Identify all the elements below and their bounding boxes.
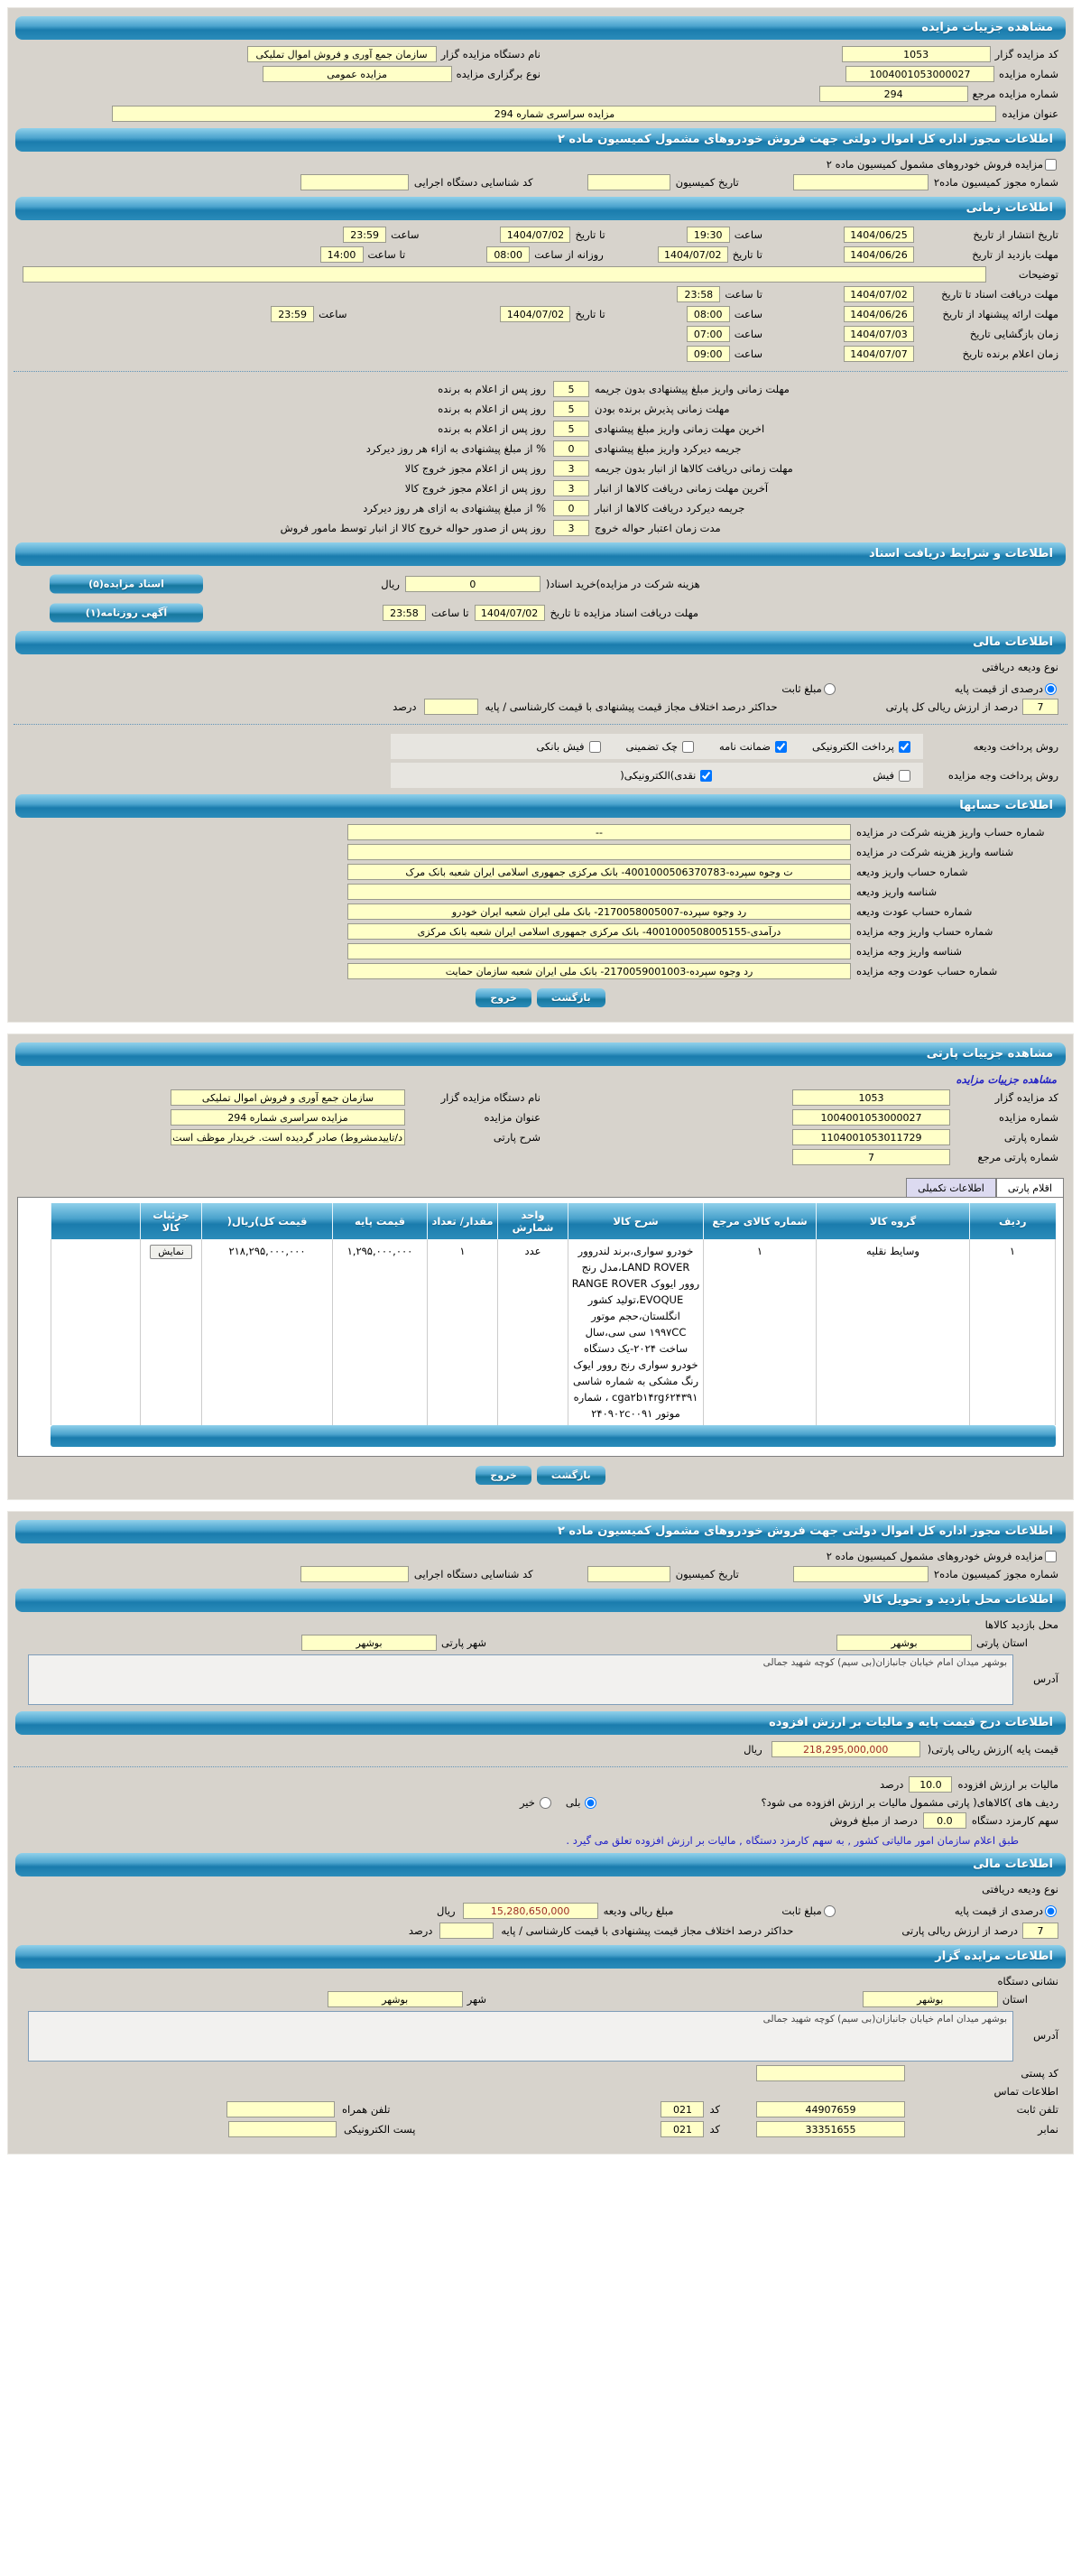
- offer-hour2-label: ساعت: [319, 308, 347, 320]
- auction-docs-button[interactable]: اسناد مزایده(۵): [50, 575, 203, 594]
- deadline-row-suffix: روز پس از اعلام به برنده: [438, 403, 546, 415]
- vat-note: طبق اعلام سازمان امور مالیاتی کشور , به سهم کارمزد دستگاه , مالیات بر ارزش افزوده تعلق می گیرد .: [566, 1834, 1019, 1847]
- table-footer-bar: [51, 1425, 1056, 1447]
- deposit-fixed-radio-2[interactable]: [824, 1905, 836, 1917]
- address-box[interactable]: بوشهر میدان امام خیابان جانبازان(بی سیم) کوچه شهید جمالی: [28, 1654, 1013, 1705]
- docs-terms-header: اطلاعات و شرایط دریافت اسناد: [15, 542, 1066, 566]
- max-diff-label-2: حداکثر درصد اختلاف مجاز قیمت پیشنهادی با قیمت کارشناسی / پایه: [501, 1924, 794, 1937]
- deposit-amount-input[interactable]: [463, 1903, 598, 1919]
- account-row-input[interactable]: [347, 903, 851, 920]
- newspaper-ad-button[interactable]: آگهی روزنامه(۱): [50, 604, 203, 623]
- deadline-row-suffix: % از مبلغ پیشنهادی به ازاء هر روز دیرکرد: [365, 442, 546, 455]
- phone-code-label: کد: [709, 2103, 720, 2116]
- bank-slip-label: فیش بانکی: [536, 740, 585, 753]
- lot-no-label: شماره پارتی: [1003, 1131, 1058, 1144]
- deposit-pay-method-group: [391, 734, 923, 759]
- vat-question-label: ردیف های )کالاهای( پارتی مشمول مالیات بر ارزش افزوده می شود؟: [761, 1796, 1058, 1809]
- participation-fee-input[interactable]: [405, 576, 540, 592]
- postal-code-label: کد پستی: [1021, 2067, 1058, 2080]
- slip-checkbox[interactable]: [899, 770, 910, 782]
- visit-date-to[interactable]: [658, 246, 728, 263]
- cell-goods-group: وسایط نقلیه: [817, 1239, 970, 1425]
- publish-date-to[interactable]: [500, 227, 570, 243]
- col-goods-group: گروه کالا: [817, 1203, 970, 1239]
- max-diff-percent-label: درصد: [393, 700, 417, 713]
- account-row-label: شماره حساب عودت وجه مزایده: [856, 965, 998, 978]
- rial-label: ریال: [381, 578, 400, 590]
- show-goods-details-button[interactable]: نمایش: [150, 1245, 192, 1259]
- permit-header-2: اطلاعات مجوز اداره کل اموال دولتی جهت فروش خودروهای مشمول کمیسیون ماده ۲: [15, 1520, 1066, 1543]
- col-goods-details: جزئیات کالا: [141, 1203, 202, 1239]
- guarantee-label: ضمانت نامه: [718, 740, 771, 753]
- auction-ref-input[interactable]: [819, 86, 968, 102]
- offer-hour-label: ساعت: [734, 308, 762, 320]
- dotted-divider: [14, 724, 1067, 725]
- cell-quantity: ۱: [428, 1239, 498, 1425]
- lot-auction-title-label: عنوان مزایده: [484, 1111, 540, 1124]
- phone-code-input[interactable]: [661, 2101, 704, 2117]
- winner-hour-label: ساعت: [734, 347, 762, 360]
- auction-no-input[interactable]: [845, 66, 994, 82]
- auction-type-input[interactable]: [263, 66, 452, 82]
- deadline-row-input[interactable]: [553, 500, 589, 516]
- deadline-row-suffix: روز پس از اعلام به برنده: [438, 422, 546, 435]
- lot-province-label: استان پارتی: [976, 1636, 1028, 1649]
- lot-org-input[interactable]: [171, 1089, 405, 1106]
- docs-receive-deadline-time[interactable]: [383, 605, 426, 621]
- offer-date-to[interactable]: [500, 306, 570, 322]
- fax-label: نمابر: [1038, 2123, 1058, 2136]
- offer-time-from[interactable]: [687, 306, 730, 322]
- visit-date-from[interactable]: [844, 246, 914, 263]
- col-unit: واحد شمارش: [498, 1203, 568, 1239]
- exit-button[interactable]: خروج: [476, 1466, 531, 1485]
- deposit-amount-label: مبلغ ریالی ودیعه: [603, 1904, 674, 1917]
- winner-date[interactable]: [844, 346, 914, 362]
- org-city-label: شهر: [467, 1993, 486, 2006]
- auction-title-label: عنوان مزایده: [1002, 107, 1058, 120]
- vat-yes-label: بلی: [565, 1796, 581, 1809]
- cash-electronic-checkbox[interactable]: [700, 770, 712, 782]
- lot-tabs: [17, 1178, 1064, 1197]
- org-province-input[interactable]: [863, 1991, 998, 2007]
- vat-input[interactable]: [909, 1776, 952, 1793]
- deadline-row-suffix: روز پس از اعلام به برنده: [438, 383, 546, 395]
- deadline-row-input[interactable]: [553, 421, 589, 437]
- deadline-row-label: اخرین مهلت زمانی واریز مبلغ پیشنهادی: [595, 422, 765, 435]
- exec-id-input-2[interactable]: [300, 1566, 409, 1582]
- auction-details-link[interactable]: مشاهده جزییات مزایده: [956, 1073, 1057, 1086]
- deadline-row-label: آخرین مهلت زمانی دریافت کالاها از انبار: [595, 482, 769, 495]
- col-total-price: قیمت کل)ریال(: [202, 1203, 333, 1239]
- lot-auction-no-label: شماره مزایده: [999, 1111, 1058, 1124]
- tab-lot-items[interactable]: اقلام پارتی: [996, 1178, 1064, 1197]
- base-price-rial-label: ریال: [744, 1743, 762, 1756]
- lot-auction-no-input[interactable]: [792, 1109, 950, 1126]
- phone-input[interactable]: [756, 2101, 905, 2117]
- offer-todate-label: تا تاریخ: [575, 308, 605, 320]
- account-row-input[interactable]: [347, 963, 851, 979]
- slip-label: فیش: [873, 769, 894, 782]
- visit-place-header: اطلاعات محل بازدید و تحویل کالا: [15, 1589, 1066, 1612]
- col-filler: [51, 1203, 141, 1239]
- org-address-label: نشانی دستگاه: [997, 1975, 1058, 1988]
- org-name-label: نام دستگاه مزایده گزار: [440, 48, 540, 60]
- winner-date-label: زمان اعلام برنده تاریخ: [962, 347, 1058, 360]
- notes-label: توضیحات: [1018, 268, 1058, 281]
- permit-checkbox-label: مزایده فروش خودروهای مشمول کمیسیون ماده ۲: [826, 158, 1043, 171]
- email-label: پست الکترونیکی: [344, 2123, 416, 2136]
- org-address-field-label: آدرس: [1033, 2029, 1058, 2042]
- participation-fee-label: هزینه شرکت در مزایده)خرید اسناد(: [545, 578, 700, 590]
- lot-city-label: شهر پارتی: [441, 1636, 486, 1649]
- visit-place-label: محل بازدید کالاها: [984, 1618, 1058, 1631]
- lot-extra-panel: [7, 1511, 1074, 2154]
- dotted-divider: [14, 1766, 1067, 1767]
- docs-deadline-label: مهلت دریافت اسناد تا تاریخ: [941, 288, 1058, 301]
- deadline-row-label: مدت زمان اعتبار حواله خروج: [595, 522, 721, 534]
- publish-date-from[interactable]: [844, 227, 914, 243]
- deadline-row-label: جریمه دیرکرد واریز مبلغ پیشنهادی: [595, 442, 742, 455]
- fee-share-input[interactable]: [923, 1812, 966, 1829]
- org-province-label: استان: [1002, 1993, 1028, 2006]
- col-base-price: قیمت پایه: [333, 1203, 428, 1239]
- deposit-fixed-radio-label-2: مبلغ ثابت: [781, 1904, 822, 1917]
- exec-id-label: کد شناسایی دستگاه اجرایی: [413, 176, 533, 189]
- lot-bidder-code-label: کد مزایده گزار: [994, 1091, 1058, 1104]
- deposit-type-label-2: نوع ودیعه دریافتی: [982, 1883, 1058, 1895]
- mobile-label: تلفن همراه: [341, 2103, 391, 2116]
- account-row-label: شماره حساب عودت ودیعه: [856, 905, 973, 918]
- deadline-row-input[interactable]: [553, 381, 589, 397]
- deposit-percent-suffix: درصد از ارزش ریالی کل پارتی: [885, 700, 1018, 713]
- max-diff-label: حداکثر درصد اختلاف مجاز قیمت پیشنهادی با قیمت کارشناسی / پایه: [485, 700, 778, 713]
- cell-unit: عدد: [498, 1239, 568, 1425]
- secured-check-label: چک تضمینی: [625, 740, 678, 753]
- time-info-header: اطلاعات زمانی: [15, 197, 1066, 220]
- account-row-input[interactable]: [347, 824, 851, 840]
- auction-ref-label: شماره مزایده مرجع: [972, 88, 1058, 100]
- account-row-input[interactable]: [347, 844, 851, 860]
- notes-input[interactable]: [23, 266, 986, 283]
- deadline-row-input[interactable]: [553, 520, 589, 536]
- deposit-fixed-radio-label: مبلغ ثابت: [781, 682, 822, 695]
- tab-extra-info[interactable]: اطلاعات تکمیلی: [906, 1178, 996, 1197]
- back-button[interactable]: بازگشت: [537, 1466, 605, 1485]
- deadline-row-label: مهلت زمانی پذیرش برنده بودن: [595, 403, 730, 415]
- docs-receive-tohour-label: تا ساعت: [430, 607, 469, 619]
- fee-share-label: سهم کارمزد دستگاه: [971, 1814, 1058, 1827]
- permit-header: اطلاعات مجوز اداره کل اموال دولتی جهت فروش خودروهای مشمول کمیسیون ماده ۲: [15, 128, 1066, 152]
- col-quantity: مقدار/ تعداد: [428, 1203, 498, 1239]
- account-row-label: شناسه واریز ودیعه: [856, 885, 938, 898]
- account-row-label: شماره حساب واریز وجه مزایده: [856, 925, 993, 938]
- offer-date-from[interactable]: [844, 306, 914, 322]
- org-city-input[interactable]: [328, 1991, 463, 2007]
- visit-tohour-label: تا ساعت: [367, 248, 406, 261]
- deadline-row-suffix: روز پس از اعلام مجوز خروج کالا: [404, 462, 546, 475]
- deadline-row-suffix: روز پس از اعلام مجوز خروج کالا: [404, 482, 546, 495]
- docs-deadline-time[interactable]: [677, 286, 720, 302]
- deposit-fixed-radio[interactable]: [824, 683, 836, 695]
- account-row-input[interactable]: [347, 943, 851, 959]
- opening-time[interactable]: [687, 326, 730, 342]
- base-price-input[interactable]: [771, 1741, 920, 1757]
- permit-checkbox-2[interactable]: [1045, 1551, 1057, 1562]
- cash-electronic-label: نقدی)الکترونیکی(: [620, 769, 697, 782]
- auction-title-input[interactable]: [112, 106, 996, 122]
- email-input[interactable]: [228, 2121, 337, 2137]
- base-price-header: اطلاعات درج قیمت پایه و مالیات بر ارزش افزوده: [15, 1711, 1066, 1735]
- account-row-label: شناسه واریز هزینه شرکت در مزایده: [856, 846, 1014, 858]
- permit-no-input-2[interactable]: [793, 1566, 929, 1582]
- auction-no-label: شماره مزایده: [999, 68, 1058, 80]
- deadline-row-suffix: % از مبلغ پیشنهادی به ازای هر روز دیرکرد: [363, 502, 546, 514]
- cell-base-price: ۱,۲۹۵,۰۰۰,۰۰۰: [333, 1239, 428, 1425]
- account-row-input[interactable]: [347, 864, 851, 880]
- deposit-type-label: نوع ودیعه دریافتی: [982, 661, 1058, 673]
- bank-slip-checkbox[interactable]: [589, 741, 601, 753]
- max-diff-percent-label-2: درصد: [408, 1924, 433, 1937]
- permit-checkbox-label-2: مزایده فروش خودروهای مشمول کمیسیون ماده ۲: [826, 1550, 1043, 1562]
- deposit-percent-suffix-2: درصد از ارزش ریالی پارتی: [901, 1924, 1018, 1937]
- deadline-row-input[interactable]: [553, 460, 589, 477]
- bidder-code-input[interactable]: [842, 46, 991, 62]
- visit-time-from[interactable]: [486, 246, 530, 263]
- publish-date-label: تاریخ انتشار از تاریخ: [973, 228, 1058, 241]
- docs-receive-deadline-label: مهلت دریافت اسناد مزایده تا تاریخ: [550, 607, 699, 619]
- dotted-divider: [14, 371, 1067, 372]
- permit-no-label-2: شماره مجوز کمیسیون ماده۲: [933, 1568, 1058, 1580]
- deadline-row-label: مهلت زمانی دریافت کالاها از انبار بدون جریمه: [595, 462, 793, 475]
- epay-checkbox[interactable]: [899, 741, 910, 753]
- deposit-percent-input-2[interactable]: [1022, 1923, 1058, 1939]
- cell-row-index: ۱: [970, 1239, 1056, 1425]
- table-row: [51, 1239, 1056, 1425]
- visit-daily-label: روزانه از ساعت: [534, 248, 604, 261]
- lot-city-input[interactable]: [301, 1635, 437, 1651]
- lot-org-label: نام دستگاه مزایده گزار: [440, 1091, 540, 1104]
- table-header-row: [51, 1203, 1056, 1239]
- base-price-label: قیمت پایه )ارزش ریالی پارتی(: [927, 1743, 1058, 1756]
- max-diff-input[interactable]: [424, 699, 478, 715]
- vat-no-radio[interactable]: [540, 1797, 551, 1809]
- fax-input[interactable]: [756, 2121, 905, 2137]
- deposit-percent-radio[interactable]: [1045, 683, 1057, 695]
- lot-items-table: [51, 1203, 1056, 1425]
- permit-checkbox[interactable]: [1045, 159, 1057, 171]
- address-label: آدرس: [1033, 1673, 1058, 1685]
- permit-no-input[interactable]: [793, 174, 929, 190]
- lot-auction-title-input[interactable]: [171, 1109, 405, 1126]
- col-row-index: ردیف: [970, 1203, 1056, 1239]
- commission-date-input-2[interactable]: [587, 1566, 670, 1582]
- deposit-percent-radio-label-2: درصدی از قیمت پایه: [954, 1904, 1043, 1917]
- deposit-percent-radio-2[interactable]: [1045, 1905, 1057, 1917]
- cell-filler: [51, 1239, 141, 1425]
- vat-percent-label: درصد: [879, 1778, 904, 1791]
- deadline-row-input[interactable]: [553, 401, 589, 417]
- bidder-code-label: کد مزایده گزار: [994, 48, 1058, 60]
- vat-label: مالیات بر ارزش افزوده: [957, 1778, 1058, 1791]
- lot-items-table-container: [17, 1197, 1064, 1457]
- commission-date-label-2: تاریخ کمیسیون: [675, 1568, 739, 1580]
- deposit-percent-input[interactable]: [1022, 699, 1058, 715]
- publish-hour2-label: ساعت: [391, 228, 420, 241]
- exec-id-label-2: کد شناسایی دستگاه اجرایی: [413, 1568, 533, 1580]
- lot-ref-label: شماره پارتی مرجع: [977, 1151, 1058, 1163]
- docs-deadline-date[interactable]: [844, 286, 914, 302]
- commission-date-label: تاریخ کمیسیون: [675, 176, 739, 189]
- exit-button[interactable]: خروج: [476, 988, 531, 1007]
- deposit-percent-radio-label: درصدی از قیمت پایه: [954, 682, 1043, 695]
- auction-details-header: مشاهده جزییات مزایده: [15, 16, 1066, 40]
- deadline-row-label: مهلت زمانی واریز مبلغ پیشنهادی بدون جریمه: [595, 383, 790, 395]
- docs-tohour-label: تا ساعت: [725, 288, 762, 301]
- financial-info-header: اطلاعات مالی: [15, 631, 1066, 654]
- auctioneer-info-header: اطلاعات مزایده گزار: [15, 1945, 1066, 1969]
- docs-receive-deadline-date[interactable]: [475, 605, 545, 621]
- postal-code-input[interactable]: [756, 2065, 905, 2081]
- auction-details-panel: [7, 7, 1074, 1023]
- mobile-input[interactable]: [226, 2101, 335, 2117]
- lot-desc-input[interactable]: [171, 1129, 405, 1145]
- secured-check-checkbox[interactable]: [682, 741, 694, 753]
- accounts-header: اطلاعات حسابها: [15, 794, 1066, 818]
- publish-hour-label: ساعت: [734, 228, 762, 241]
- lot-province-input[interactable]: [836, 1635, 972, 1651]
- opening-hour-label: ساعت: [734, 328, 762, 340]
- cell-total-price: ۲۱۸,۲۹۵,۰۰۰,۰۰۰: [202, 1239, 333, 1425]
- lot-details-panel: [7, 1033, 1074, 1500]
- vat-yes-radio[interactable]: [585, 1797, 596, 1809]
- col-ref-goods-no: شماره کالای مرجع: [704, 1203, 817, 1239]
- lot-ref-input[interactable]: [792, 1149, 950, 1165]
- publish-time-from[interactable]: [687, 227, 730, 243]
- visit-todate-label: تا تاریخ: [732, 248, 762, 261]
- visit-date-label: مهلت بازدید از تاریخ: [972, 248, 1058, 261]
- col-goods-desc: شرح کالا: [568, 1203, 704, 1239]
- cell-goods-desc: خودرو سواری،برند لندروور LAND ROVER،مدل رنج روور ایووک RANGE ROVER EVOQUE،تولید کشور انگلستان،حجم موتور ۱۹۹۷CC سی سی،سال ساخت ۲۰۲۴-یک دستگاه خودرو سواری رنج روور ایوک رنگ مشکی به شماره شاسی cga۲b۱۴rg۶۲۴۳۹۱ ، شماره موتور ۲۴۰۹۰۲c۰۰۹۱: [568, 1239, 704, 1425]
- offer-time-to[interactable]: [271, 306, 314, 322]
- fee-share-suffix: درصد از مبلغ فروش: [829, 1814, 918, 1827]
- lot-details-header: مشاهده جزییات پارتی: [15, 1042, 1066, 1066]
- winner-time[interactable]: [687, 346, 730, 362]
- commission-date-input[interactable]: [587, 174, 670, 190]
- fax-code-label: کد: [709, 2123, 720, 2136]
- opening-date[interactable]: [844, 326, 914, 342]
- contact-info-label: اطلاعات تماس: [993, 2085, 1058, 2098]
- guarantee-checkbox[interactable]: [775, 741, 787, 753]
- auction-type-label: نوع برگزاری مزایده: [456, 68, 540, 80]
- back-button[interactable]: بازگشت: [537, 988, 605, 1007]
- auction-pay-method-label: روش پرداخت وجه مزایده: [947, 769, 1058, 782]
- account-row-label: شماره حساب واریز هزینه شرکت در مزایده: [856, 826, 1045, 839]
- deadline-row-input[interactable]: [553, 440, 589, 457]
- account-row-input[interactable]: [347, 923, 851, 940]
- lot-bidder-code-input[interactable]: [792, 1089, 950, 1106]
- phone-label: تلفن ثابت: [1016, 2103, 1058, 2116]
- lot-no-input[interactable]: [792, 1129, 950, 1145]
- deposit-pay-method-label: روش پرداخت ودیعه: [973, 740, 1058, 753]
- deadline-row-suffix: روز پس از صدور حواله خروج کالا از انبار توسط مامور فروش: [280, 522, 546, 534]
- epay-label: پرداخت الکترونیکی: [812, 740, 894, 753]
- fax-code-input[interactable]: [661, 2121, 704, 2137]
- account-row-input[interactable]: [347, 884, 851, 900]
- account-row-label: شناسه واریز وجه مزایده: [856, 945, 963, 958]
- lot-desc-label: شرح پارتی: [493, 1131, 540, 1144]
- account-row-label: شماره حساب واریز ودیعه: [856, 866, 968, 878]
- vat-no-label: خیر: [519, 1796, 535, 1809]
- org-name-input[interactable]: [247, 46, 437, 62]
- max-diff-input-2[interactable]: [439, 1923, 494, 1939]
- org-address-box[interactable]: بوشهر میدان امام خیابان جانبازان(بی سیم) کوچه شهید جمالی: [28, 2011, 1013, 2062]
- cell-ref-goods-no: ۱: [704, 1239, 817, 1425]
- deadline-row-label: جریمه دیرکرد دریافت کالاها از انبار: [595, 502, 745, 514]
- opening-date-label: زمان بازگشایی تاریخ: [969, 328, 1058, 340]
- permit-no-label: شماره مجوز کمیسیون ماده۲: [933, 176, 1058, 189]
- publish-todate-label: تا تاریخ: [575, 228, 605, 241]
- deadline-row-input[interactable]: [553, 480, 589, 496]
- deposit-amount-rial-label: ریال: [436, 1904, 456, 1917]
- publish-time-to[interactable]: [343, 227, 386, 243]
- offer-date-label: مهلت ارائه پیشنهاد از تاریخ: [942, 308, 1058, 320]
- visit-time-to[interactable]: [320, 246, 364, 263]
- financial-info-header-2: اطلاعات مالی: [15, 1853, 1066, 1876]
- auction-pay-method-group: [391, 763, 923, 788]
- exec-id-input[interactable]: [300, 174, 409, 190]
